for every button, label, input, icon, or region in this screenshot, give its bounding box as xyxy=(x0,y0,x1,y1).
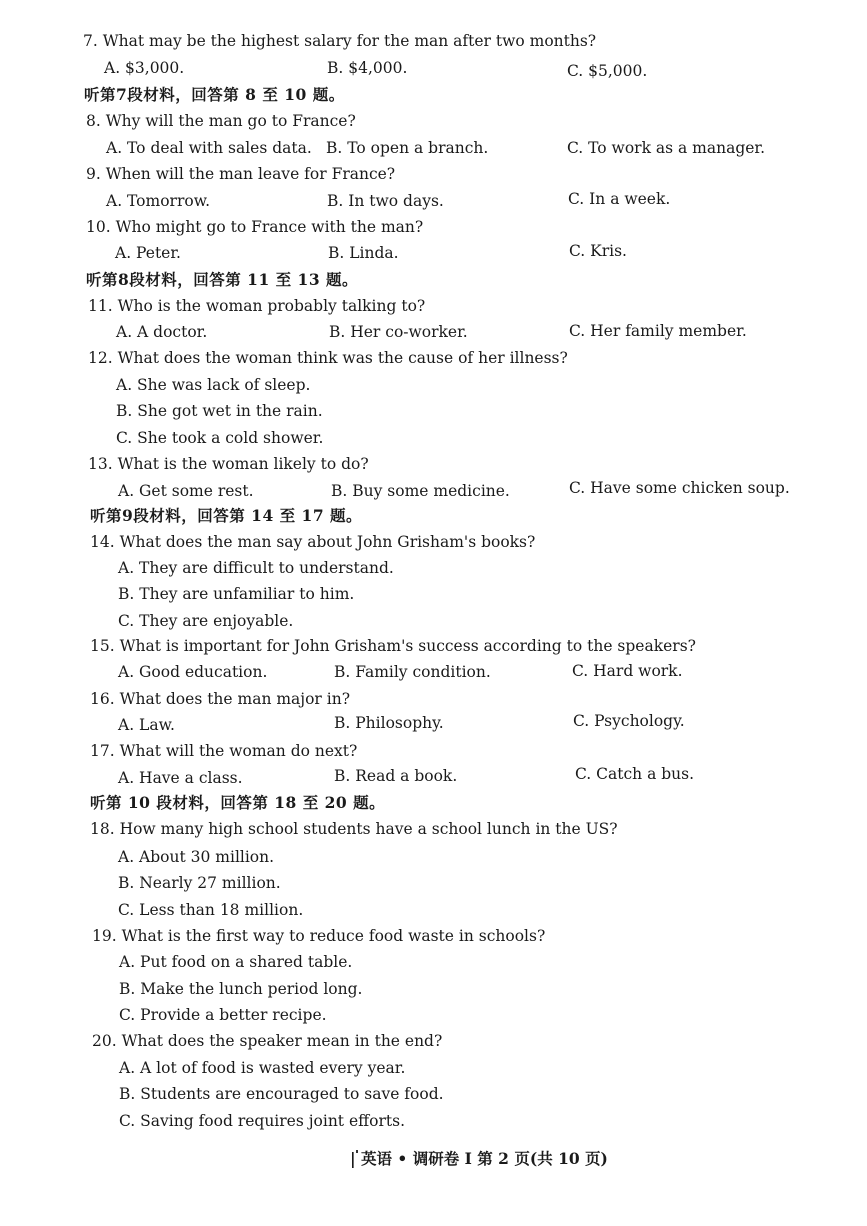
question-10-option-b: B. Linda. xyxy=(328,244,399,262)
question-16-option-c: C. Psychology. xyxy=(573,712,685,730)
question-9-option-b: B. In two days. xyxy=(327,192,444,210)
question-17-stem: 17. What will the woman do next? xyxy=(90,742,358,760)
question-20-option-b: B. Students are encouraged to save food. xyxy=(119,1085,444,1103)
question-11-option-c: C. Her family member. xyxy=(569,322,747,340)
question-7-stem: 7. What may be the highest salary for the man after two months? xyxy=(83,32,597,50)
question-20-stem: 20. What does the speaker mean in the end? xyxy=(92,1032,443,1050)
question-19-option-a: A. Put food on a shared table. xyxy=(119,953,353,971)
section-heading-8: 听第8段材料，回答第 11 至 13 题。 xyxy=(86,270,359,289)
question-14-option-b: B. They are unfamiliar to him. xyxy=(118,585,355,603)
question-17-option-a: A. Have a class. xyxy=(118,769,243,787)
question-13-option-a: A. Get some rest. xyxy=(118,482,254,500)
question-7-option-c: C. $5,000. xyxy=(567,62,648,80)
question-14-option-c: C. They are enjoyable. xyxy=(118,612,294,630)
question-12-option-c: C. She took a cold shower. xyxy=(116,429,324,447)
question-19-option-b: B. Make the lunch period long. xyxy=(119,980,363,998)
question-8-option-a: A. To deal with sales data. xyxy=(106,139,312,157)
question-10-stem: 10. Who might go to France with the man? xyxy=(86,218,424,236)
question-13-stem: 13. What is the woman likely to do? xyxy=(88,455,369,473)
question-16-stem: 16. What does the man major in? xyxy=(90,690,351,708)
question-14-option-a: A. They are difficult to understand. xyxy=(118,559,394,577)
question-7-option-a: A. $3,000. xyxy=(104,59,185,77)
section-heading-9: 听第9段材料，回答第 14 至 17 题。 xyxy=(90,506,363,525)
question-17-option-c: C. Catch a bus. xyxy=(575,765,695,783)
question-15-option-c: C. Hard work. xyxy=(572,662,683,680)
page-footer: | 英语 • 调研卷 I 第 2 页(共 10 页) xyxy=(350,1149,608,1168)
question-12-option-a: A. She was lack of sleep. xyxy=(116,376,311,394)
question-9-option-a: A. Tomorrow. xyxy=(106,192,211,210)
question-11-option-a: A. A doctor. xyxy=(116,323,208,341)
question-15-stem: 15. What is important for John Grisham's success according to the speakers? xyxy=(90,637,696,655)
question-17-option-b: B. Read a book. xyxy=(334,767,458,785)
question-15-option-a: A. Good education. xyxy=(118,663,268,681)
question-18-option-a: A. About 30 million. xyxy=(118,848,275,866)
question-16-option-a: A. Law. xyxy=(118,716,175,734)
question-16-option-b: B. Philosophy. xyxy=(334,714,444,732)
question-13-option-b: B. Buy some medicine. xyxy=(331,482,510,500)
question-8-stem: 8. Why will the man go to France? xyxy=(86,112,356,130)
question-18-stem: 18. How many high school students have a school lunch in the US? xyxy=(90,820,618,838)
question-10-option-a: A. Peter. xyxy=(115,244,181,262)
question-7-option-b: B. $4,000. xyxy=(327,59,408,77)
question-11-stem: 11. Who is the woman probably talking to? xyxy=(88,297,426,315)
question-9-option-c: C. In a week. xyxy=(568,190,671,208)
question-19-option-c: C. Provide a better recipe. xyxy=(119,1006,327,1024)
question-18-option-c: C. Less than 18 million. xyxy=(118,901,304,919)
question-13-option-c: C. Have some chicken soup. xyxy=(569,479,790,497)
question-12-option-b: B. She got wet in the rain. xyxy=(116,402,323,420)
question-8-option-c: C. To work as a manager. xyxy=(567,139,766,157)
question-11-option-b: B. Her co-worker. xyxy=(329,323,468,341)
question-12-stem: 12. What does the woman think was the cause of her illness? xyxy=(88,349,568,367)
question-14-stem: 14. What does the man say about John Grisham's books? xyxy=(90,533,536,551)
question-9-stem: 9. When will the man leave for France? xyxy=(86,165,396,183)
question-15-option-b: B. Family condition. xyxy=(334,663,491,681)
section-heading-7: 听第7段材料，回答第 8 至 10 题。 xyxy=(84,85,345,104)
section-heading-10: 听第 10 段材料，回答第 18 至 20 题。 xyxy=(90,793,386,812)
question-20-option-c: C. Saving food requires joint efforts. xyxy=(119,1112,405,1130)
question-20-option-a: A. A lot of food is wasted every year. xyxy=(119,1059,406,1077)
question-10-option-c: C. Kris. xyxy=(569,242,627,260)
question-18-option-b: B. Nearly 27 million. xyxy=(118,874,281,892)
question-8-option-b: B. To open a branch. xyxy=(326,139,489,157)
question-19-stem: 19. What is the first way to reduce food waste in schools? xyxy=(92,927,546,945)
